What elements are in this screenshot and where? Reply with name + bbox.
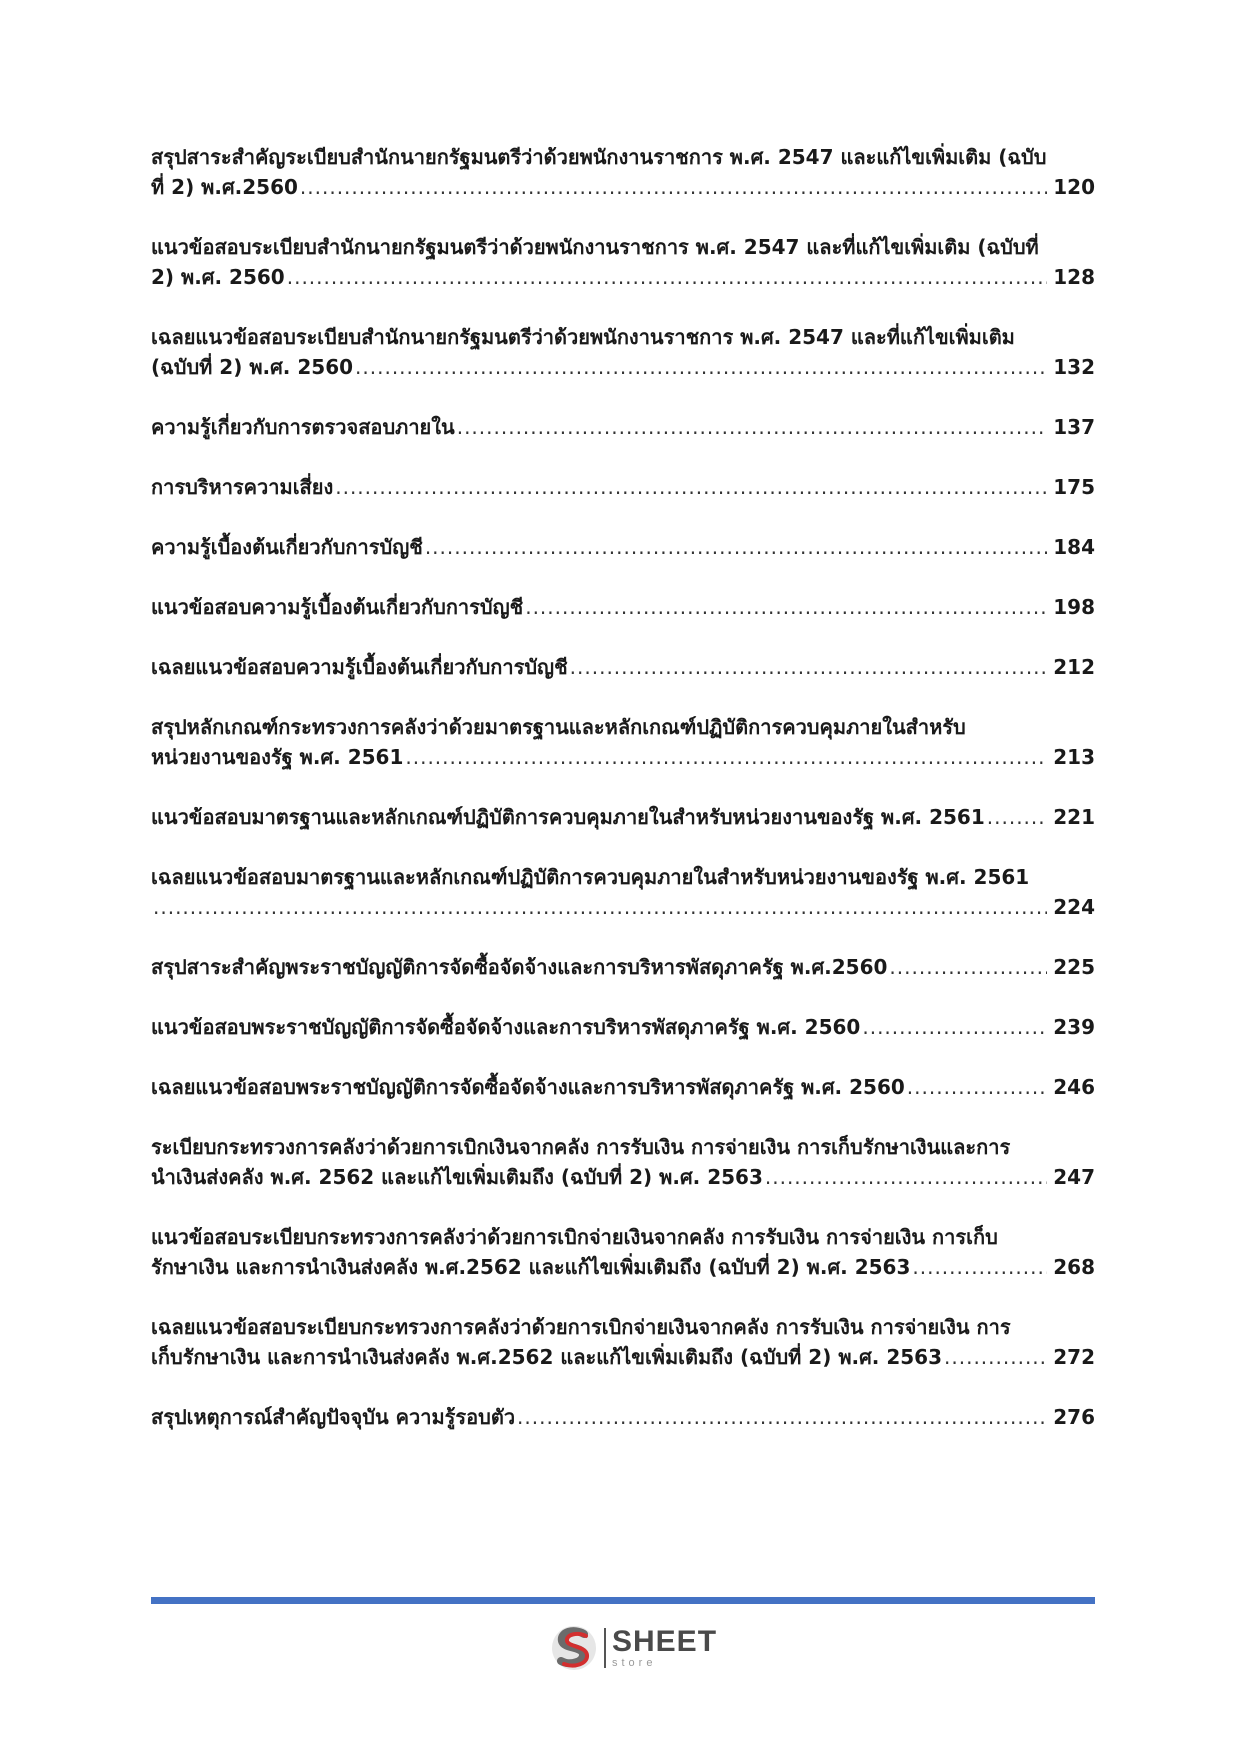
toc-page-number: 213 <box>1053 745 1095 769</box>
toc-entry-title-line: สรุปเหตุการณ์สำคัญปัจจุบัน ความรู้รอบตัว <box>151 1405 516 1429</box>
footer-divider <box>151 1597 1095 1604</box>
toc-entry-title-line: สรุปสาระสำคัญพระราชบัญญัติการจัดซื้อจัดจ้างและการบริหารพัสดุภาครัฐ พ.ศ.2560 <box>151 955 888 979</box>
logo-divider <box>604 1628 606 1668</box>
toc-entry[interactable] <box>151 1312 1095 1372</box>
dot-leader <box>907 1072 1047 1102</box>
toc-entry[interactable] <box>151 652 1095 682</box>
toc-entry-title-line: นำเงินส่งคลัง พ.ศ. 2562 และแก้ไขเพิ่มเติมถึง (ฉบับที่ 2) พ.ศ. 2563 <box>151 1165 763 1189</box>
toc-entry-title-line: ที่ 2) พ.ศ.2560 <box>151 175 298 199</box>
toc-entry-title-line: สรุปหลักเกณฑ์กระทรวงการคลังว่าด้วยมาตรฐานและหลักเกณฑ์ปฏิบัติการควบคุมภายในสำหรับ <box>151 715 966 739</box>
toc-entry-title-line: แนวข้อสอบความรู้เบื้องต้นเกี่ยวกับการบัญชี <box>151 595 524 619</box>
toc-page-number: 175 <box>1053 475 1095 499</box>
toc-page-number: 224 <box>1053 895 1095 919</box>
toc-entry[interactable] <box>151 412 1095 442</box>
toc-page-number: 239 <box>1053 1015 1095 1039</box>
toc-page-number: 276 <box>1053 1405 1095 1429</box>
toc-entry-title-line: การบริหารความเสี่ยง <box>151 475 334 499</box>
toc-entry[interactable] <box>151 1222 1095 1282</box>
sheet-store-logo <box>548 1620 728 1676</box>
toc-entry[interactable] <box>151 142 1095 202</box>
toc-entry-title-line: แนวข้อสอบมาตรฐานและหลักเกณฑ์ปฏิบัติการควบคุมภายในสำหรับหน่วยงานของรัฐ พ.ศ. 2561 <box>151 805 985 829</box>
toc-entry[interactable] <box>151 1012 1095 1042</box>
toc-entry[interactable] <box>151 532 1095 562</box>
toc-entry-title-line: เฉลยแนวข้อสอบระเบียบสำนักนายกรัฐมนตรีว่าด้วยพนักงานราชการ พ.ศ. 2547 และที่แก้ไขเพิ่มเติม <box>151 325 1015 349</box>
dot-leader <box>570 652 1048 682</box>
toc-entry[interactable] <box>151 712 1095 772</box>
toc-entry[interactable] <box>151 232 1095 292</box>
dot-leader <box>517 1402 1047 1432</box>
toc-entry-title-line: (ฉบับที่ 2) พ.ศ. 2560 <box>151 355 354 379</box>
toc-page-number: 120 <box>1053 175 1095 199</box>
table-of-contents <box>151 142 1095 1462</box>
toc-page-number: 272 <box>1053 1345 1095 1369</box>
dot-leader <box>525 592 1047 622</box>
toc-entry-title-line: รักษาเงิน และการนำเงินส่งคลัง พ.ศ.2562 และแก้ไขเพิ่มเติมถึง (ฉบับที่ 2) พ.ศ. 2563 <box>151 1255 911 1279</box>
toc-entry[interactable] <box>151 802 1095 832</box>
toc-page-number: 268 <box>1053 1255 1095 1279</box>
dot-leader <box>889 952 1047 982</box>
toc-page-number: 225 <box>1053 955 1095 979</box>
toc-entry-title-line: หน่วยงานของรัฐ พ.ศ. 2561 <box>151 745 404 769</box>
toc-entry-title-line: 2) พ.ศ. 2560 <box>151 265 285 289</box>
toc-entry-title-line: เก็บรักษาเงิน และการนำเงินส่งคลัง พ.ศ.2562 และแก้ไขเพิ่มเติมถึง (ฉบับที่ 2) พ.ศ. 2563 <box>151 1345 943 1369</box>
dot-leader <box>335 472 1047 502</box>
toc-entry-title-line: ระเบียบกระทรวงการคลังว่าด้วยการเบิกเงินจากคลัง การรับเงิน การจ่ายเงิน การเก็บรักษาเงินและการ <box>151 1135 1011 1159</box>
toc-entry[interactable] <box>151 862 1095 922</box>
logo-word: SHEET <box>612 1625 718 1658</box>
toc-page-number: 137 <box>1053 415 1095 439</box>
dot-leader <box>862 1012 1047 1042</box>
toc-page-number: 212 <box>1053 655 1095 679</box>
toc-entry-title-line: เฉลยแนวข้อสอบมาตรฐานและหลักเกณฑ์ปฏิบัติการควบคุมภายในสำหรับหน่วยงานของรัฐ พ.ศ. 2561 <box>151 865 1030 889</box>
toc-entry[interactable] <box>151 1132 1095 1192</box>
toc-entry[interactable] <box>151 592 1095 622</box>
dot-leader <box>425 532 1047 562</box>
toc-entry-title-line: ความรู้เบื้องต้นเกี่ยวกับการบัญชี <box>151 535 423 559</box>
toc-entry-title-line: สรุปสาระสำคัญระเบียบสำนักนายกรัฐมนตรีว่าด้วยพนักงานราชการ พ.ศ. 2547 และแก้ไขเพิ่มเติม (ฉบับ <box>151 145 1047 169</box>
toc-page-number: 132 <box>1053 355 1095 379</box>
dot-leader <box>457 412 1048 442</box>
sheet-store-s-icon <box>548 1622 600 1674</box>
toc-entry-title-line: เฉลยแนวข้อสอบความรู้เบื้องต้นเกี่ยวกับการบัญชี <box>151 655 568 679</box>
toc-entry-title-line: แนวข้อสอบระเบียบกระทรวงการคลังว่าด้วยการเบิกจ่ายเงินจากคลัง การรับเงิน การจ่ายเงิน การเก็บ <box>151 1225 998 1249</box>
toc-page-number: 198 <box>1053 595 1095 619</box>
toc-entry[interactable] <box>151 322 1095 382</box>
dot-leader <box>153 892 1047 922</box>
toc-entry[interactable] <box>151 1072 1095 1102</box>
dot-leader <box>405 742 1047 772</box>
dot-leader <box>300 172 1047 202</box>
logo-subword: store <box>612 1657 657 1669</box>
toc-entry-title-line: ความรู้เกี่ยวกับการตรวจสอบภายใน <box>151 415 455 439</box>
toc-page-number: 184 <box>1053 535 1095 559</box>
toc-page-number: 128 <box>1053 265 1095 289</box>
toc-entry-title-line: เฉลยแนวข้อสอบพระราชบัญญัติการจัดซื้อจัดจ้างและการบริหารพัสดุภาครัฐ พ.ศ. 2560 <box>151 1075 905 1099</box>
dot-leader <box>944 1342 1047 1372</box>
toc-entry[interactable] <box>151 1402 1095 1432</box>
dot-leader <box>765 1162 1047 1192</box>
toc-page-number: 247 <box>1053 1165 1095 1189</box>
toc-page-number: 221 <box>1053 805 1095 829</box>
toc-entry[interactable] <box>151 472 1095 502</box>
logo-wordmark <box>612 1627 717 1669</box>
dot-leader <box>987 802 1047 832</box>
toc-entry-title-line: เฉลยแนวข้อสอบระเบียบกระทรวงการคลังว่าด้วยการเบิกจ่ายเงินจากคลัง การรับเงิน การจ่ายเงิน การ <box>151 1315 1011 1339</box>
dot-leader <box>287 262 1048 292</box>
dot-leader <box>355 352 1047 382</box>
toc-entry-title-line: แนวข้อสอบพระราชบัญญัติการจัดซื้อจัดจ้างและการบริหารพัสดุภาครัฐ พ.ศ. 2560 <box>151 1015 861 1039</box>
toc-entry[interactable] <box>151 952 1095 982</box>
dot-leader <box>912 1252 1047 1282</box>
toc-entry-title-line: แนวข้อสอบระเบียบสำนักนายกรัฐมนตรีว่าด้วยพนักงานราชการ พ.ศ. 2547 และที่แก้ไขเพิ่มเติม (ฉบับที่ <box>151 235 1039 259</box>
toc-page-number: 246 <box>1053 1075 1095 1099</box>
